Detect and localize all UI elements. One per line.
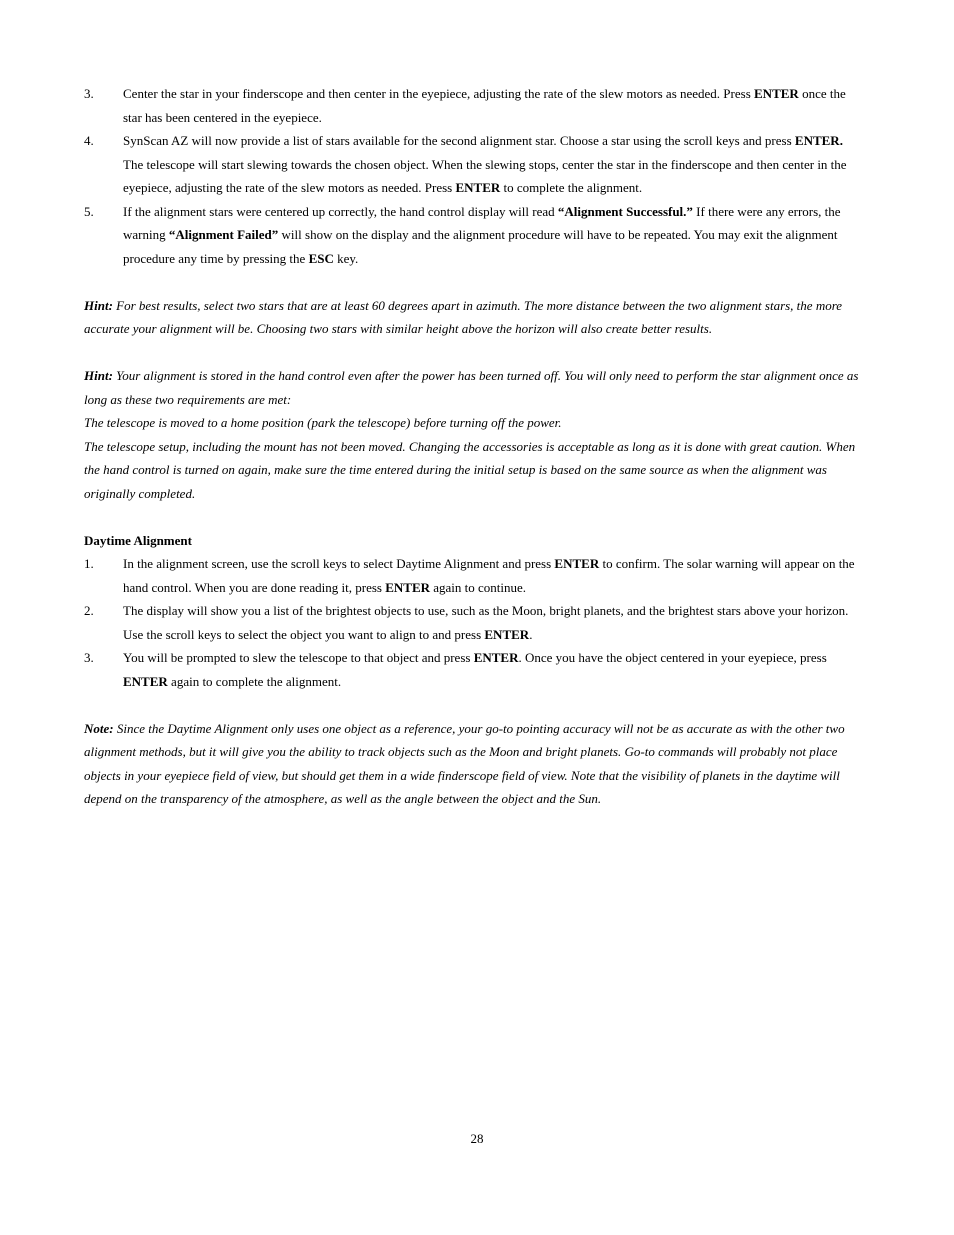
- step-text: If there were any errors, the warning: [123, 203, 841, 242]
- daytime-note: [84, 717, 860, 811]
- daytime-steps-list: [84, 552, 860, 693]
- step-text: The display will show you a list of the brightest objects to use, such as the Moon, bright planets, and the brightest stars above your horizon. Use the scroll keys to select the object you want to align to and press: [123, 603, 849, 642]
- step-text: to complete the alignment.: [500, 180, 643, 195]
- step-text: again to continue.: [430, 579, 527, 595]
- hint-best-results: [84, 294, 860, 341]
- bold-key-text: ENTER.: [794, 133, 843, 148]
- page-number: 28: [470, 1131, 484, 1146]
- bold-key-text: ENTER: [754, 86, 799, 101]
- step-text: . Once you have the object centered in your eyepiece, press: [518, 650, 827, 665]
- bold-key-text: ENTER: [123, 673, 168, 689]
- step-text: SynScan AZ will now provide a list of stars available for the second alignment star. Choose a star using the scroll keys and press: [123, 133, 795, 148]
- alignment-step-item: [84, 200, 860, 271]
- step-text: The telescope will start slewing towards the chosen object. When the slewing stops, center the star in the finderscope and then center in the eyepiece, adjusting the rate of the slew motors as needed. Press: [123, 156, 847, 195]
- daytime-step-item: [84, 646, 860, 693]
- hint-label: Hint:: [84, 297, 113, 313]
- list-number: 3.: [84, 86, 94, 101]
- step-text: key.: [333, 250, 359, 266]
- bold-key-text: ENTER: [455, 180, 501, 195]
- step-text: You will be prompted to slew the telescope to that object and press: [123, 650, 474, 665]
- daytime-alignment-heading: Daytime Alignment: [84, 532, 192, 548]
- hint-requirement-1: The telescope is moved to a home position (park the telescope) before turning off the power.: [84, 415, 562, 430]
- note-text: Since the Daytime Alignment only uses one object as a reference, your go-to pointing accuracy will not be as accurate as with the other two alignment methods, but it will give you the ability to track objects such as the Moon and bright planets. Go-to commands will probably not place objects in your eyepiece field of view, but should get them in a wide finderscope field of view. Note that the visibility of planets in the daytime will depend on the transparency of the atmosphere, as well as the angle between the object and the Sun.: [84, 720, 845, 806]
- step-text: .: [529, 626, 533, 642]
- list-number: 3.: [84, 650, 94, 665]
- bold-key-text: ESC: [308, 250, 334, 266]
- bold-key-text: “Alignment Successful.”: [557, 203, 693, 219]
- hint-text: Your alignment is stored in the hand control even after the power has been turned off. You will only need to perform the star alignment once as long as these two requirements are met:: [84, 368, 859, 407]
- alignment-step-item: [84, 129, 860, 200]
- hint-label: Hint:: [84, 368, 113, 383]
- note-label: Note:: [84, 720, 114, 736]
- bold-key-text: ENTER: [385, 579, 431, 595]
- step-text: will show on the display and the alignment procedure will have to be repeated. You may exit the alignment procedure any time by pressing the: [123, 227, 838, 266]
- list-number: 5.: [84, 203, 94, 219]
- bold-key-text: ENTER: [554, 556, 600, 571]
- step-text: Center the star in your finderscope and then center in the eyepiece, adjusting the rate of the slew motors as needed. Press: [123, 86, 755, 101]
- step-text: In the alignment screen, use the scroll keys to select Daytime Alignment and press: [123, 556, 555, 571]
- step-text: once the star has been centered in the eyepiece.: [123, 86, 846, 125]
- step-text: to confirm. The solar warning will appear on the hand control. When you are done reading it, press: [123, 556, 855, 595]
- daytime-step-item: [84, 599, 860, 646]
- step-text: again to complete the alignment.: [167, 673, 342, 689]
- step-text: If the alignment stars were centered up correctly, the hand control display will read: [123, 203, 558, 219]
- bold-key-text: ENTER: [484, 626, 530, 642]
- list-number: 4.: [84, 133, 94, 148]
- hint-stored-alignment: [84, 364, 860, 411]
- alignment-step-item: [84, 82, 860, 129]
- hint-text: For best results, select two stars that are at least 60 degrees apart in azimuth. The more distance between the two alignment stars, the more accurate your alignment will be. Choosing two stars with similar height above the horizon will also create better results.: [84, 297, 843, 336]
- bold-key-text: ENTER: [473, 650, 519, 665]
- daytime-step-item: [84, 552, 860, 599]
- bold-key-text: “Alignment Failed”: [168, 227, 279, 242]
- hint-requirement-2: The telescope setup, including the mount has not been moved. Changing the accessories is acceptable as long as it is done with great caution. When the hand control is turned on again, make sure the time entered during the initial setup is based on the same source as when the alignment was originally completed.: [84, 438, 856, 501]
- list-number: 1.: [84, 556, 94, 571]
- list-number: 2.: [84, 603, 94, 618]
- alignment-steps-list: [84, 82, 860, 270]
- page-content: [84, 82, 860, 811]
